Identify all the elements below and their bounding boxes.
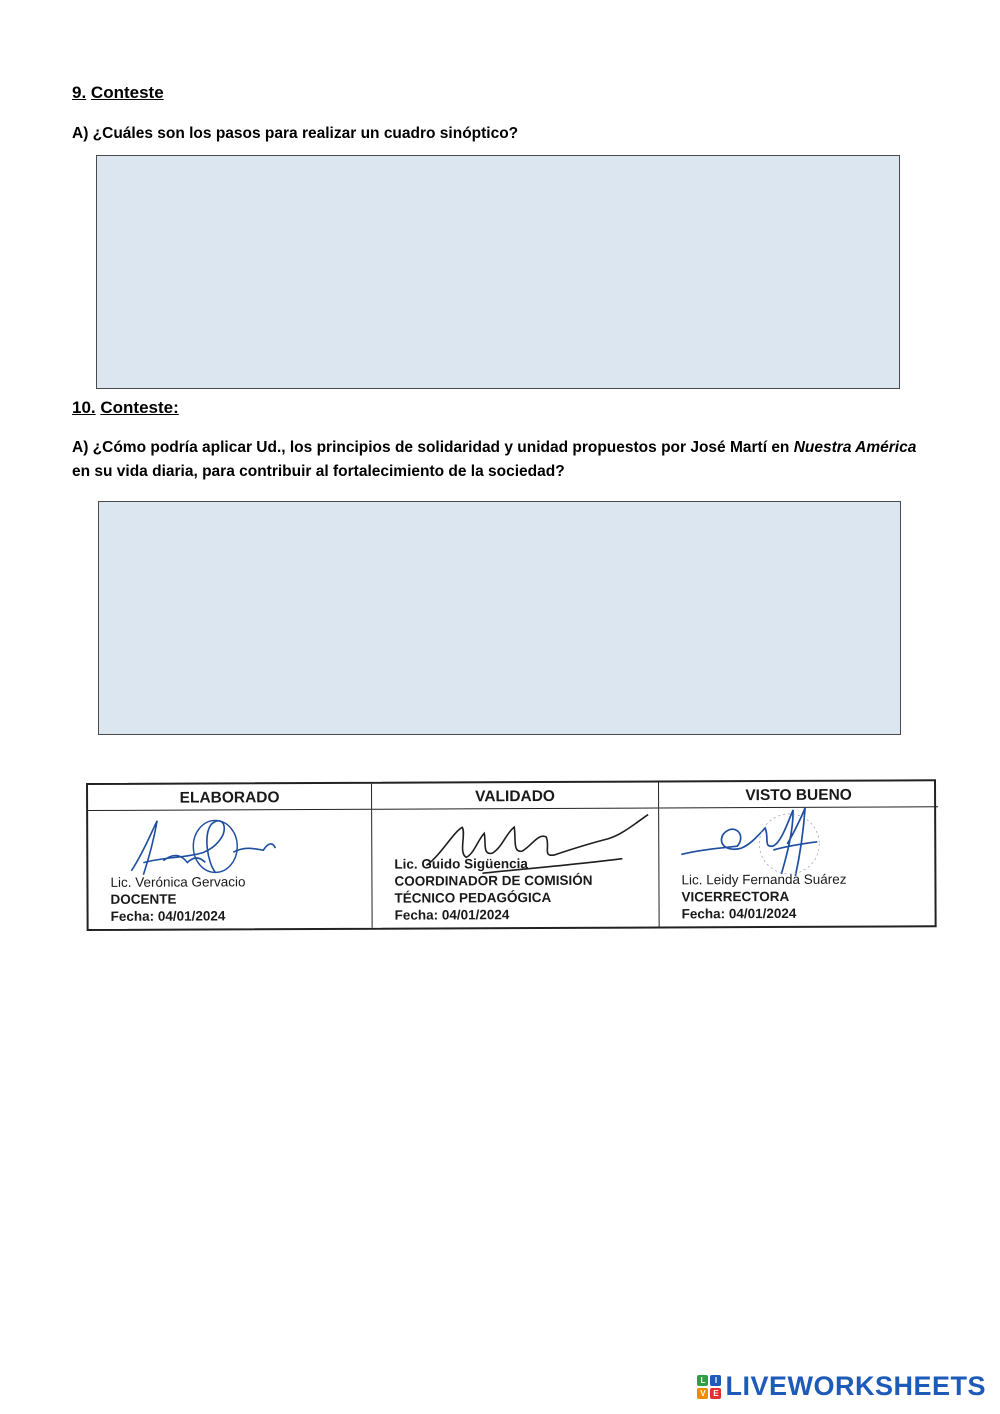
section-9-heading <box>72 83 164 103</box>
signer-name: Lic. Verónica Gervacio <box>110 874 246 890</box>
answer-box-10a[interactable] <box>98 501 901 735</box>
signature-details <box>110 873 245 925</box>
signature-mark <box>123 812 283 883</box>
signature-header: ELABORADO <box>88 784 371 811</box>
signature-date: Fecha: 04/01/2024 <box>394 907 510 923</box>
signature-column-validado <box>372 782 660 927</box>
signer-name: Lic. Leidy Fernanda Suárez <box>681 871 847 888</box>
answer-box-9a[interactable] <box>96 155 900 389</box>
section-9-title: Conteste <box>90 83 164 102</box>
signature-header: VISTO BUENO <box>659 781 938 808</box>
liveworksheets-logo <box>697 1371 986 1402</box>
question-10a <box>72 436 932 484</box>
section-10-number: 10. <box>72 398 96 417</box>
signer-role: DOCENTE <box>110 891 177 907</box>
signature-column-elaborado <box>88 784 373 929</box>
logo-letter: V <box>697 1388 708 1399</box>
signature-details <box>681 871 846 923</box>
question-10a-part1: A) ¿Cómo podría aplicar Ud., los principios de solidaridad y unidad propuestos por José Martí en <box>72 439 790 456</box>
logo-letter: L <box>697 1375 708 1386</box>
signature-date: Fecha: 04/01/2024 <box>681 905 797 922</box>
signature-table <box>86 779 937 931</box>
question-10a-part2: en su vida diaria, para contribuir al fortalecimiento de la sociedad? <box>72 463 565 480</box>
section-10-heading <box>72 398 179 418</box>
signature-header: VALIDADO <box>372 783 658 810</box>
signer-role: COORDINADOR DE COMISIÓN <box>394 872 593 889</box>
signer-role: VICERRECTORA <box>681 888 790 905</box>
section-10-title: Conteste: <box>100 398 179 417</box>
signer-role-line2: TÉCNICO PEDAGÓGICA <box>394 889 552 906</box>
logo-icon <box>697 1375 721 1399</box>
section-9-number: 9. <box>72 83 87 102</box>
logo-letter: I <box>710 1375 721 1386</box>
signature-column-visto-bueno <box>659 781 939 926</box>
logo-letter: E <box>710 1388 721 1399</box>
signer-name: Lic. Guido Sigüencia <box>394 856 528 872</box>
signature-date: Fecha: 04/01/2024 <box>110 908 226 924</box>
signature-details <box>394 855 592 924</box>
question-9a: A) ¿Cuáles son los pasos para realizar un cuadro sinóptico? <box>72 125 519 142</box>
question-10a-italic: Nuestra América <box>793 439 917 456</box>
logo-text: LIVEWORKSHEETS <box>725 1371 986 1401</box>
